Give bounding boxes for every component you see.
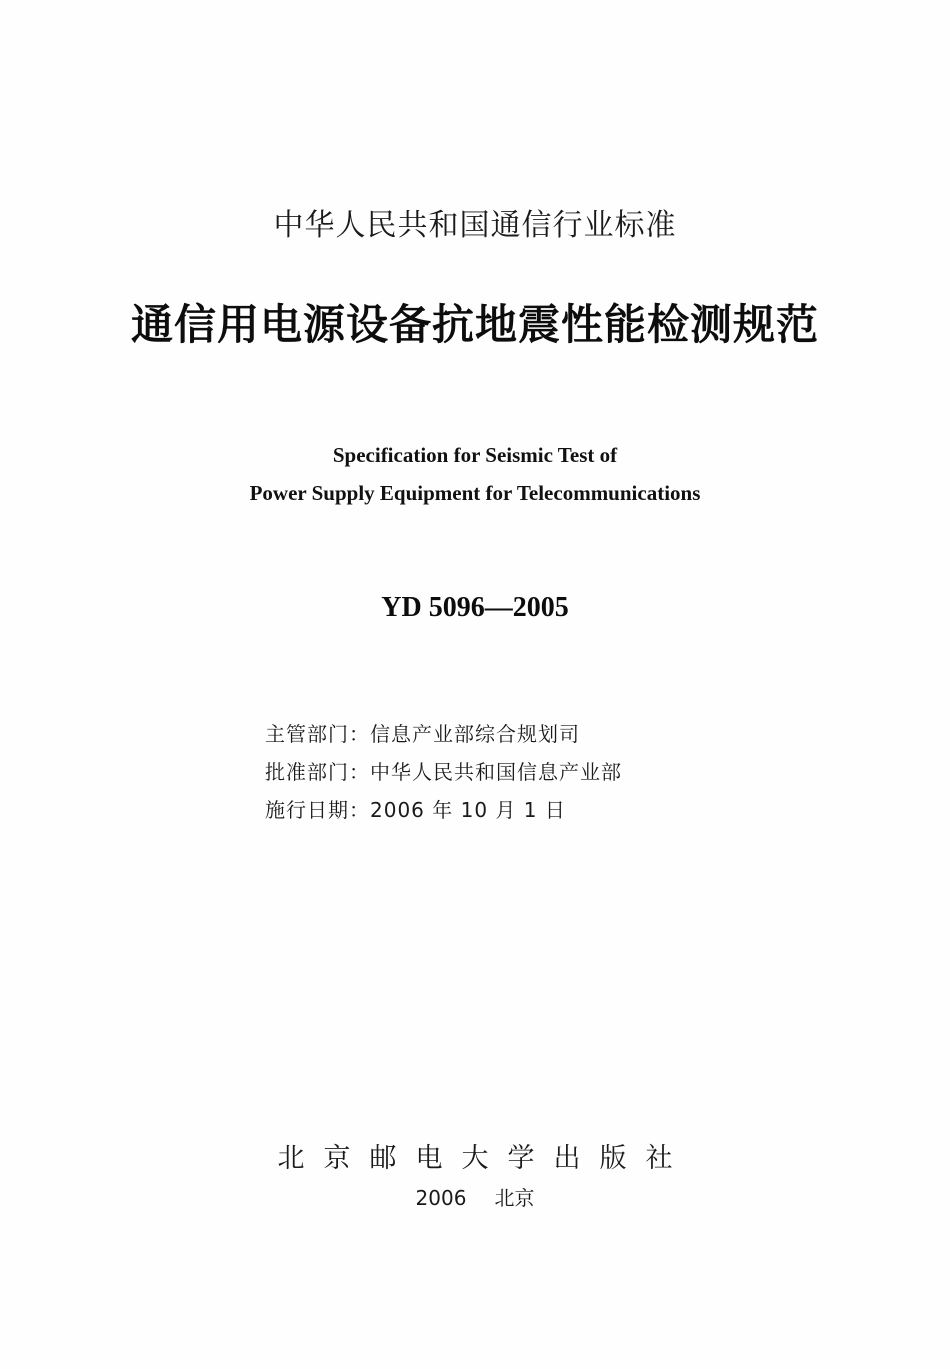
supervising-department: 主管部门：信息产业部综合规划司 — [265, 722, 580, 746]
publication-city: 北京 — [494, 1186, 535, 1210]
publication-year: 2006 — [415, 1186, 467, 1210]
standard-category: 中华人民共和国通信行业标准 — [273, 208, 677, 243]
document-title-en-line-2: Power Supply Equipment for Telecommunications — [249, 481, 701, 505]
document-title-en-line-1: Specification for Seismic Test of — [332, 443, 618, 467]
document-title-cn: 通信用电源设备抗地震性能检测规范 — [130, 300, 819, 349]
approving-department: 批准部门：中华人民共和国信息产业部 — [265, 760, 622, 784]
publisher-name: 北京邮电大学出版社 — [277, 1143, 692, 1174]
effective-date: 施行日期：2006 年 10 月 1 日 — [265, 798, 566, 822]
standard-number: YD 5096—2005 — [381, 592, 569, 623]
publication-line — [0, 1182, 950, 1211]
